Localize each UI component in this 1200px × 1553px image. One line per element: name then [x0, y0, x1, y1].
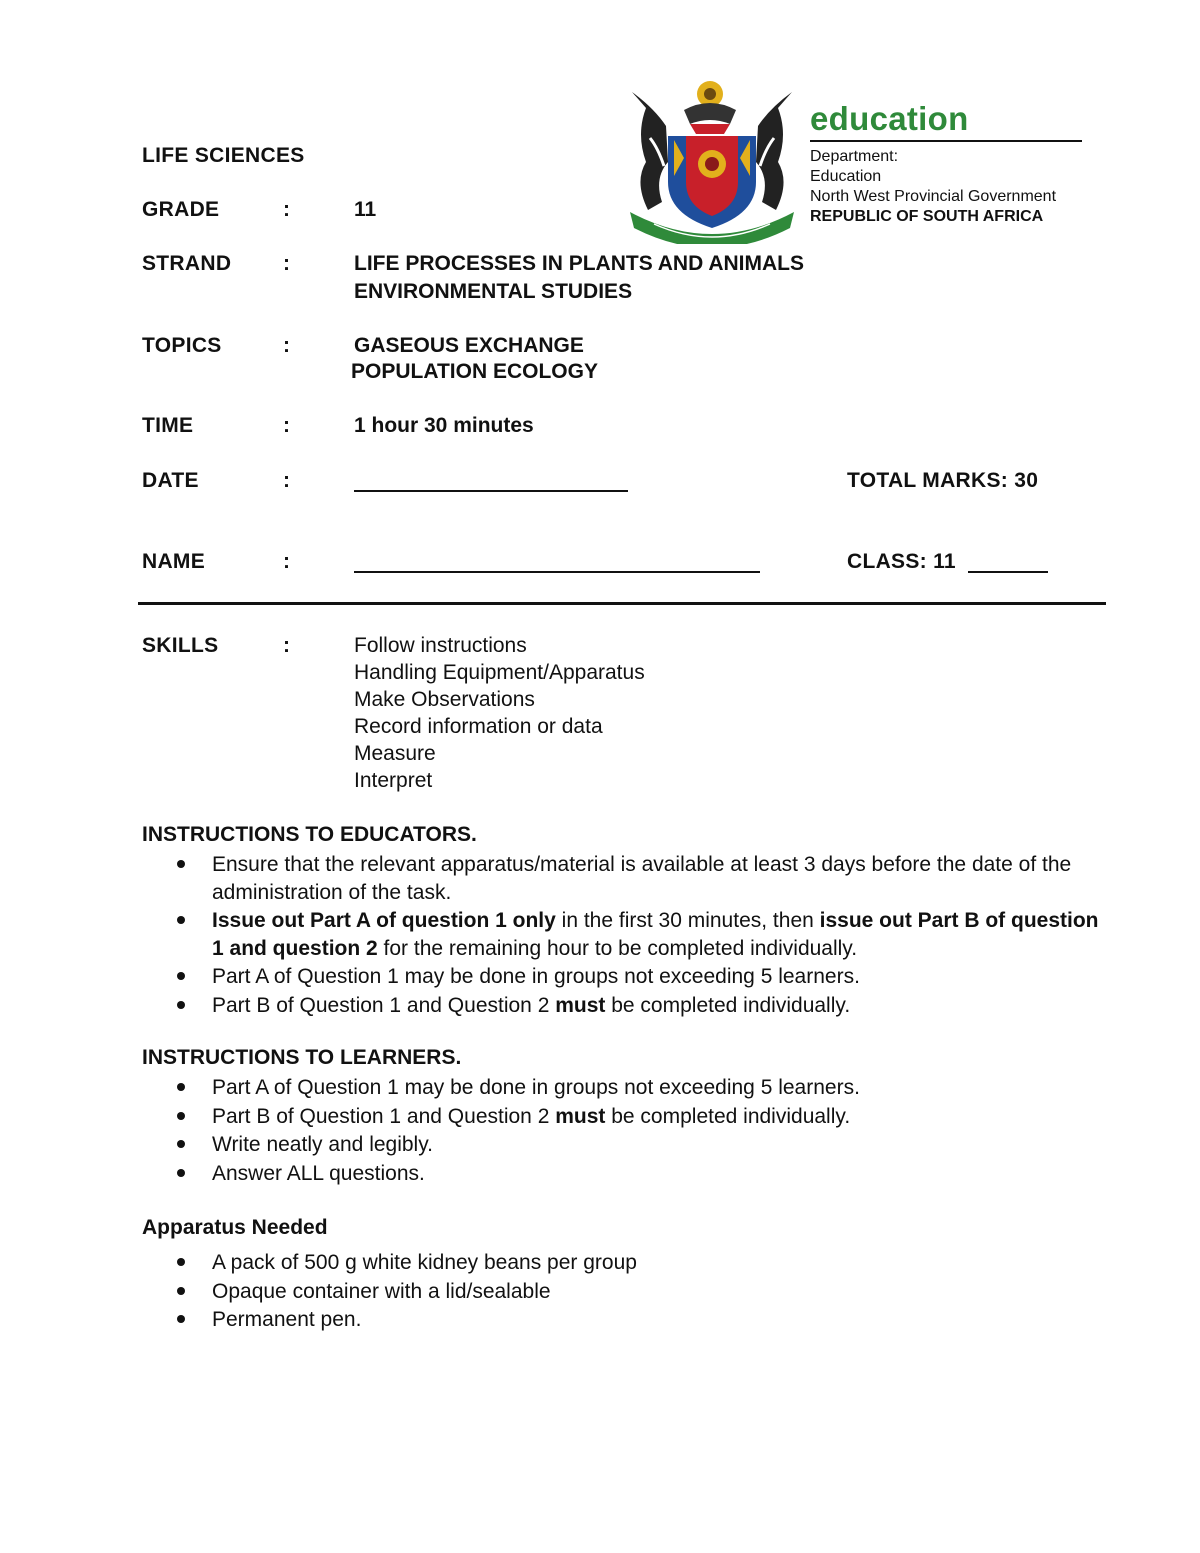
- date-label: DATE: [142, 469, 199, 492]
- coat-of-arms-crest: [624, 78, 800, 244]
- skill-item: Handling Equipment/Apparatus: [354, 661, 645, 684]
- strand-value-2: ENVIRONMENTAL STUDIES: [354, 280, 633, 303]
- grade-label: GRADE: [142, 198, 220, 221]
- bullet-icon: [177, 1140, 185, 1148]
- bullet-icon: [177, 1258, 185, 1266]
- bullet-icon: [177, 1112, 185, 1120]
- subject-title: LIFE SCIENCES: [142, 144, 305, 167]
- bullet-icon: [177, 860, 185, 868]
- name-label: NAME: [142, 550, 206, 573]
- strand-label: STRAND: [142, 252, 232, 275]
- bullet-icon: [177, 1169, 185, 1177]
- apparatus-title: Apparatus Needed: [142, 1216, 328, 1239]
- name-colon: :: [283, 550, 290, 573]
- strand-value-1: LIFE PROCESSES IN PLANTS AND ANIMALS: [354, 252, 804, 275]
- time-colon: :: [283, 414, 290, 437]
- apparatus-item: Opaque container with a lid/sealable: [172, 1278, 1112, 1306]
- educators-item: Part B of Question 1 and Question 2 must be completed individually.: [172, 992, 1112, 1020]
- bullet-icon: [177, 1001, 185, 1009]
- date-blank-line[interactable]: [354, 490, 628, 492]
- learners-item: Answer ALL questions.: [172, 1160, 1112, 1188]
- educators-item: Issue out Part A of question 1 only in the first 30 minutes, then issue out Part B of question 1 and question 2 for the remaining hour to be completed individually.: [172, 907, 1112, 962]
- educators-item: Part A of Question 1 may be done in groups not exceeding 5 learners.: [172, 963, 1112, 991]
- class-blank-line[interactable]: [968, 571, 1048, 573]
- logo-department-line: Department:: [810, 148, 899, 165]
- bullet-icon: [177, 972, 185, 980]
- class-label: CLASS: 11: [847, 550, 956, 573]
- skill-item: Follow instructions: [354, 634, 527, 657]
- learners-title: INSTRUCTIONS TO LEARNERS.: [142, 1046, 462, 1069]
- name-blank-line[interactable]: [354, 571, 760, 573]
- logo-republic-line: REPUBLIC OF SOUTH AFRICA: [810, 208, 1044, 225]
- logo-rule: [810, 140, 1082, 142]
- learners-list: [172, 1074, 1112, 1188]
- header-divider: [138, 602, 1106, 605]
- grade-colon: :: [283, 198, 290, 221]
- skills-list: [354, 632, 645, 794]
- topics-label: TOPICS: [142, 334, 222, 357]
- time-label: TIME: [142, 414, 194, 437]
- educators-item: Ensure that the relevant apparatus/material is available at least 3 days before the date of the administration of the task.: [172, 851, 1112, 906]
- skills-label: SKILLS: [142, 634, 219, 657]
- strand-colon: :: [283, 252, 290, 275]
- skill-item: Record information or data: [354, 715, 603, 738]
- logo-government-line: North West Provincial Government: [810, 188, 1057, 205]
- skill-item: Measure: [354, 742, 436, 765]
- grade-value: 11: [354, 198, 377, 221]
- apparatus-item: A pack of 500 g white kidney beans per group: [172, 1249, 1112, 1277]
- bullet-icon: [177, 916, 185, 924]
- bullet-icon: [177, 1315, 185, 1323]
- topics-value-2: POPULATION ECOLOGY: [351, 360, 598, 383]
- skill-item: Interpret: [354, 769, 433, 792]
- learners-item: Write neatly and legibly.: [172, 1131, 1112, 1159]
- bullet-icon: [177, 1287, 185, 1295]
- logo-wordmark: education: [810, 100, 969, 137]
- skills-colon: :: [283, 634, 290, 657]
- date-colon: :: [283, 469, 290, 492]
- logo-education-line: Education: [810, 168, 882, 185]
- educators-title: INSTRUCTIONS TO EDUCATORS.: [142, 823, 477, 846]
- bullet-icon: [177, 1083, 185, 1091]
- learners-item: Part B of Question 1 and Question 2 must be completed individually.: [172, 1103, 1112, 1131]
- topics-value-1: GASEOUS EXCHANGE: [354, 334, 584, 357]
- skill-item: Make Observations: [354, 688, 535, 711]
- topics-colon: :: [283, 334, 290, 357]
- shield-emblem: [668, 136, 756, 228]
- apparatus-item: Permanent pen.: [172, 1306, 1112, 1334]
- learners-item: Part A of Question 1 may be done in groups not exceeding 5 learners.: [172, 1074, 1112, 1102]
- time-value: 1 hour 30 minutes: [354, 414, 534, 437]
- total-marks: TOTAL MARKS: 30: [847, 469, 1039, 492]
- apparatus-list: [172, 1249, 1112, 1335]
- educators-list: [172, 851, 1112, 1020]
